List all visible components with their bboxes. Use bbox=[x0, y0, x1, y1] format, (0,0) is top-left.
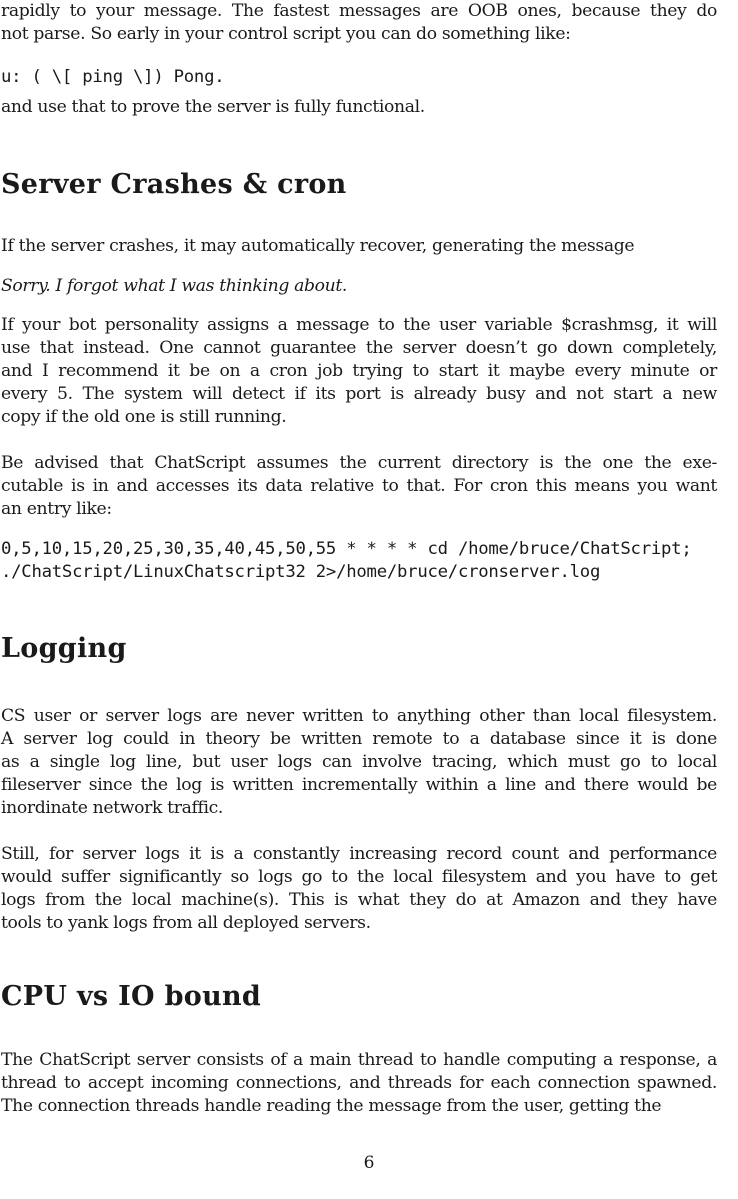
text-line: A server log could in theory be written remote to a database since it is done bbox=[1, 729, 717, 749]
code-block bbox=[1, 538, 717, 584]
section-heading: Logging bbox=[1, 633, 127, 664]
text-line: ./ChatScript/LinuxChatscript32 2>/home/bruce/cronserver.log bbox=[1, 562, 601, 582]
code-block bbox=[1, 66, 717, 89]
text-line: and I recommend it be on a cron job trying to start it maybe every minute or bbox=[1, 361, 717, 381]
text-line: The connection threads handle reading the message from the user, getting the bbox=[1, 1096, 662, 1116]
paragraph bbox=[1, 452, 717, 521]
section-heading: CPU vs IO bound bbox=[1, 981, 262, 1012]
paragraph bbox=[1, 843, 717, 935]
paragraph bbox=[1, 1049, 717, 1118]
text-line: u: ( \[ ping \]) Pong. bbox=[1, 67, 225, 87]
text-line: inordinate network traffic. bbox=[1, 798, 224, 818]
text-line: thread to accept incoming connections, and threads for each connection spawned. bbox=[1, 1073, 717, 1093]
text-line: The ChatScript server consists of a main thread to handle computing a response, a bbox=[1, 1050, 717, 1070]
text-line: use that instead. One cannot guarantee the server doesn’t go down completely, bbox=[1, 338, 717, 358]
text-line: logs from the local machine(s). This is what they do at Amazon and they have bbox=[1, 890, 717, 910]
text-line: as a single log line, but user logs can involve tracing, which must go to local bbox=[1, 752, 717, 772]
text-line: would suffer significantly so logs go to the local filesystem and you have to get bbox=[1, 867, 717, 887]
paragraph bbox=[1, 235, 717, 258]
text-line: cutable is in and accesses its data relative to that. For cron this means you want bbox=[1, 476, 717, 496]
text-line: tools to yank logs from all deployed servers. bbox=[1, 913, 371, 933]
text-line: an entry like: bbox=[1, 499, 112, 519]
paragraph bbox=[1, 314, 717, 429]
text-line: If your bot personality assigns a message to the user variable $crashmsg, it will bbox=[1, 315, 717, 335]
text-line: fileserver since the log is written incrementally within a line and there would be bbox=[1, 775, 717, 795]
text-line: Be advised that ChatScript assumes the current directory is the one the exe- bbox=[1, 453, 717, 473]
text-line: 0,5,10,15,20,25,30,35,40,45,50,55 * * * * cd /home/bruce/ChatScript; bbox=[1, 539, 692, 559]
page-number: 6 bbox=[363, 1153, 375, 1173]
text-line: and use that to prove the server is fully functional. bbox=[1, 97, 425, 117]
text-line: copy if the old one is still running. bbox=[1, 407, 287, 427]
italic-message bbox=[1, 275, 717, 298]
paragraph bbox=[1, 705, 717, 820]
text-line: Still, for server logs it is a constantly increasing record count and performance bbox=[1, 844, 717, 864]
text-line: Sorry. I forgot what I was thinking about. bbox=[1, 276, 348, 296]
text-line: rapidly to your message. The fastest messages are OOB ones, because they do bbox=[1, 1, 717, 21]
section-heading: Server Crashes & cron bbox=[1, 169, 347, 200]
text-line: If the server crashes, it may automatically recover, generating the message bbox=[1, 236, 635, 256]
paragraph bbox=[1, 96, 717, 119]
paragraph bbox=[1, 0, 717, 46]
text-line: CS user or server logs are never written to anything other than local filesystem. bbox=[1, 706, 717, 726]
text-line: not parse. So early in your control script you can do something like: bbox=[1, 24, 571, 44]
text-line: every 5. The system will detect if its port is already busy and not start a new bbox=[1, 384, 717, 404]
